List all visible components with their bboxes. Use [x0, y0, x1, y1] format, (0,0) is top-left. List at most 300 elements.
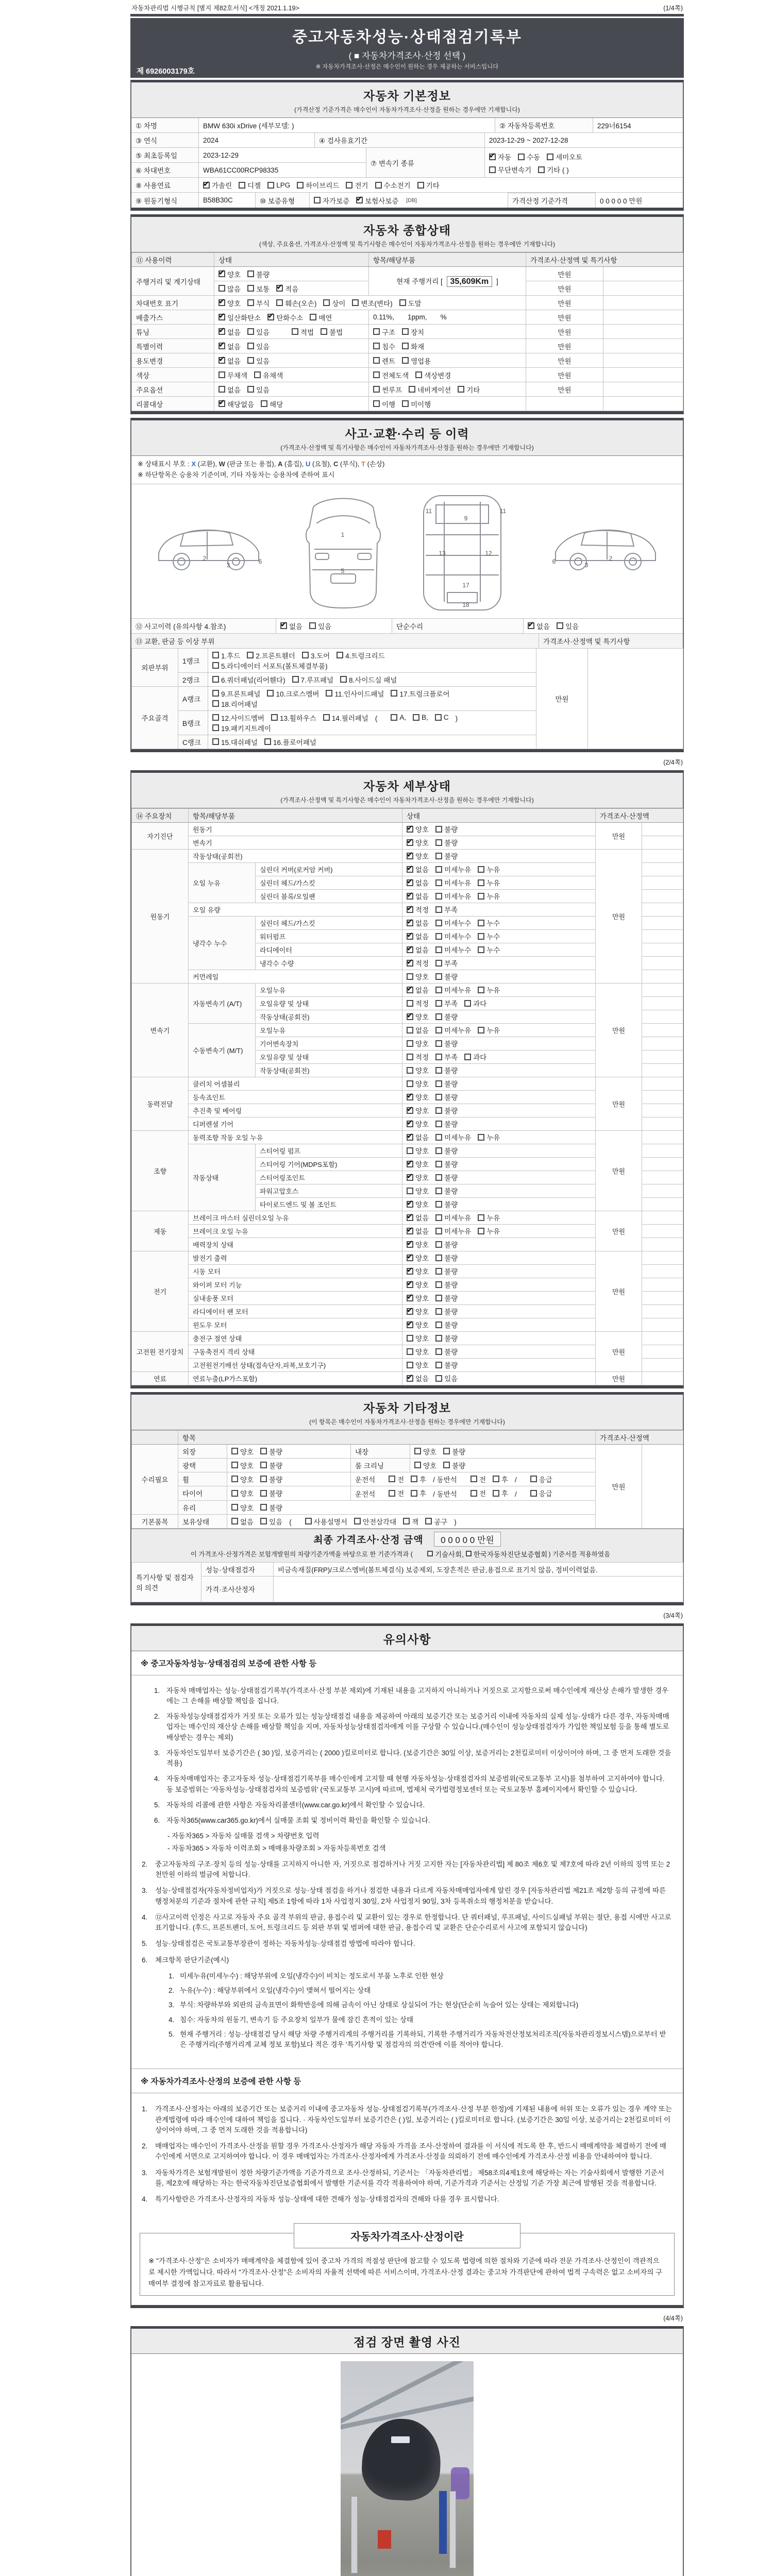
checkbox-option[interactable] — [470, 1474, 486, 1484]
checkbox-option[interactable] — [407, 1199, 429, 1209]
checkbox[interactable] — [435, 1281, 442, 1288]
checkbox-option[interactable] — [203, 180, 232, 190]
checkbox[interactable] — [219, 343, 225, 349]
checkbox-option[interactable] — [435, 1293, 458, 1303]
checkbox-option[interactable] — [407, 891, 429, 901]
checkbox[interactable] — [435, 1067, 442, 1074]
checkbox[interactable] — [435, 920, 442, 926]
checkbox-option[interactable] — [260, 1460, 282, 1470]
checkbox[interactable] — [530, 1476, 537, 1482]
checkbox[interactable] — [478, 879, 484, 886]
checkbox[interactable] — [323, 299, 330, 306]
checkbox-option[interactable] — [276, 283, 298, 294]
checkbox-option[interactable] — [435, 1025, 471, 1035]
checkbox-option[interactable] — [435, 1065, 458, 1075]
checkbox-option[interactable] — [435, 1360, 458, 1370]
checkbox[interactable] — [373, 400, 380, 407]
checkbox-option[interactable] — [407, 864, 429, 874]
checkbox-option[interactable] — [219, 269, 241, 279]
checkbox[interactable] — [354, 1518, 361, 1524]
checkbox[interactable] — [425, 1518, 432, 1524]
checkbox-option[interactable] — [435, 1078, 458, 1089]
checkbox[interactable] — [407, 1268, 413, 1275]
checkbox[interactable] — [435, 906, 442, 913]
checkbox[interactable] — [530, 1490, 537, 1497]
checkbox[interactable] — [478, 1134, 484, 1141]
checkbox-option[interactable] — [247, 650, 295, 660]
checkbox-option[interactable] — [407, 1078, 429, 1089]
checkbox-option[interactable] — [435, 1159, 458, 1169]
checkbox-option[interactable] — [407, 1293, 429, 1303]
checkbox[interactable] — [314, 197, 321, 204]
checkbox[interactable] — [337, 652, 343, 658]
checkbox[interactable] — [407, 1080, 413, 1087]
checkbox[interactable] — [402, 328, 409, 335]
checkbox-option[interactable] — [478, 931, 500, 941]
checkbox-option[interactable] — [557, 621, 579, 631]
checkbox[interactable] — [260, 1462, 267, 1468]
checkbox-option[interactable] — [247, 384, 270, 395]
checkbox[interactable] — [414, 1448, 421, 1454]
checkbox-option[interactable] — [478, 1132, 500, 1142]
checkbox[interactable] — [407, 839, 413, 846]
checkbox[interactable] — [407, 1308, 413, 1315]
checkbox-option[interactable] — [407, 1065, 429, 1075]
checkbox[interactable] — [402, 343, 409, 349]
checkbox[interactable] — [470, 1490, 477, 1497]
checkbox-option[interactable] — [346, 180, 368, 190]
checkbox-option[interactable] — [292, 674, 333, 685]
checkbox[interactable] — [373, 371, 380, 378]
checkbox-option[interactable] — [518, 151, 540, 162]
checkbox-option[interactable] — [219, 298, 241, 308]
checkbox[interactable] — [407, 1054, 413, 1060]
checkbox[interactable] — [212, 676, 219, 683]
checkbox[interactable] — [435, 1134, 442, 1141]
checkbox-option[interactable] — [466, 1549, 547, 1559]
checkbox-option[interactable] — [458, 384, 480, 395]
checkbox[interactable] — [435, 1107, 442, 1114]
checkbox-option[interactable] — [435, 1333, 458, 1343]
checkbox[interactable] — [407, 893, 413, 900]
checkbox-option[interactable] — [407, 1145, 429, 1156]
checkbox-option[interactable] — [407, 1212, 429, 1223]
checkbox-option[interactable] — [478, 1025, 500, 1035]
checkbox[interactable] — [435, 826, 442, 833]
checkbox-option[interactable] — [435, 1105, 458, 1115]
checkbox[interactable] — [411, 1476, 417, 1482]
checkbox-option[interactable] — [407, 1319, 429, 1330]
checkbox[interactable] — [528, 622, 534, 629]
checkbox[interactable] — [346, 182, 352, 189]
checkbox[interactable] — [399, 299, 406, 306]
checkbox[interactable] — [407, 866, 413, 873]
checkbox-option[interactable] — [407, 1333, 429, 1343]
checkbox[interactable] — [340, 676, 347, 683]
checkbox-option[interactable] — [407, 1038, 429, 1048]
checkbox[interactable] — [212, 690, 219, 697]
checkbox-option[interactable] — [435, 891, 471, 901]
checkbox-option[interactable] — [407, 931, 429, 941]
checkbox[interactable] — [435, 1201, 442, 1208]
checkbox-option[interactable] — [435, 1052, 458, 1062]
checkbox[interactable] — [478, 1214, 484, 1221]
checkbox-option[interactable] — [267, 688, 319, 699]
checkbox[interactable] — [402, 400, 409, 407]
checkbox-option[interactable] — [212, 737, 258, 747]
checkbox[interactable] — [373, 386, 380, 393]
checkbox-option[interactable] — [435, 998, 458, 1008]
checkbox[interactable] — [407, 1255, 413, 1261]
checkbox[interactable] — [260, 1476, 267, 1482]
checkbox[interactable] — [407, 1348, 413, 1355]
checkbox-option[interactable] — [375, 180, 411, 190]
checkbox-option[interactable] — [321, 327, 343, 337]
checkbox-option[interactable] — [435, 1011, 458, 1022]
checkbox[interactable] — [435, 1040, 442, 1047]
checkbox[interactable] — [407, 1107, 413, 1114]
checkbox-option[interactable] — [435, 1319, 458, 1330]
checkbox-option[interactable] — [292, 327, 314, 337]
checkbox[interactable] — [297, 182, 304, 189]
checkbox[interactable] — [407, 1295, 413, 1301]
checkbox[interactable] — [407, 1013, 413, 1020]
checkbox-option[interactable] — [435, 931, 471, 941]
checkbox-option[interactable] — [407, 1306, 429, 1316]
checkbox-option[interactable] — [407, 877, 429, 888]
checkbox[interactable] — [276, 285, 283, 292]
checkbox[interactable] — [260, 1448, 267, 1454]
checkbox[interactable] — [407, 1000, 413, 1007]
checkbox[interactable] — [435, 853, 442, 859]
checkbox-option[interactable] — [443, 1446, 465, 1456]
checkbox-option[interactable] — [399, 298, 422, 308]
checkbox[interactable] — [389, 1476, 395, 1482]
checkbox-option[interactable] — [231, 1460, 254, 1470]
checkbox-option[interactable] — [219, 327, 241, 337]
checkbox-option[interactable] — [407, 985, 429, 995]
checkbox[interactable] — [407, 946, 413, 953]
checkbox[interactable] — [414, 1462, 421, 1468]
checkbox[interactable] — [458, 386, 464, 393]
checkbox[interactable] — [247, 343, 254, 349]
checkbox-option[interactable] — [435, 1346, 458, 1357]
checkbox[interactable] — [493, 1476, 499, 1482]
checkbox[interactable] — [402, 357, 409, 364]
checkbox-option[interactable] — [254, 370, 283, 380]
checkbox[interactable] — [231, 1490, 238, 1497]
checkbox-option[interactable] — [538, 164, 569, 175]
checkbox[interactable] — [407, 1335, 413, 1342]
checkbox-option[interactable] — [267, 312, 303, 323]
checkbox[interactable] — [435, 1174, 442, 1181]
checkbox-option[interactable] — [435, 1373, 458, 1383]
checkbox[interactable] — [247, 299, 254, 306]
checkbox-option[interactable] — [407, 904, 429, 914]
checkbox-option[interactable] — [231, 1488, 254, 1498]
checkbox[interactable] — [212, 700, 219, 707]
checkbox[interactable] — [478, 987, 484, 993]
checkbox-option[interactable] — [373, 384, 402, 395]
checkbox[interactable] — [435, 987, 442, 993]
checkbox[interactable] — [427, 1551, 433, 1556]
checkbox-option[interactable] — [411, 1488, 426, 1498]
checkbox[interactable] — [407, 1362, 413, 1368]
checkbox-option[interactable] — [407, 971, 429, 981]
checkbox[interactable] — [411, 1490, 417, 1497]
checkbox-option[interactable] — [478, 985, 500, 995]
checkbox[interactable] — [326, 690, 332, 697]
checkbox-option[interactable] — [407, 1092, 429, 1102]
checkbox-option[interactable] — [435, 1252, 458, 1263]
checkbox[interactable] — [321, 328, 327, 335]
checkbox-option[interactable] — [435, 851, 458, 861]
checkbox[interactable] — [264, 738, 271, 745]
checkbox[interactable] — [435, 1054, 442, 1060]
checkbox[interactable] — [391, 714, 397, 721]
checkbox[interactable] — [435, 946, 442, 953]
checkbox[interactable] — [435, 879, 442, 886]
checkbox[interactable] — [478, 920, 484, 926]
checkbox[interactable] — [417, 182, 424, 189]
checkbox-option[interactable] — [493, 1488, 508, 1498]
checkbox[interactable] — [203, 182, 210, 189]
checkbox-option[interactable] — [427, 1549, 464, 1559]
checkbox-option[interactable] — [219, 399, 254, 409]
checkbox[interactable] — [435, 960, 442, 967]
checkbox-option[interactable] — [326, 688, 384, 699]
checkbox-option[interactable] — [247, 298, 270, 308]
checkbox-option[interactable] — [464, 1052, 486, 1062]
checkbox[interactable] — [260, 1490, 267, 1497]
checkbox-option[interactable] — [280, 621, 303, 631]
checkbox-option[interactable] — [305, 1516, 347, 1527]
checkbox-option[interactable] — [435, 1266, 458, 1276]
checkbox[interactable] — [292, 676, 299, 683]
checkbox-option[interactable] — [478, 1226, 500, 1236]
checkbox[interactable] — [407, 987, 413, 993]
checkbox-option[interactable] — [414, 1460, 436, 1470]
checkbox[interactable] — [267, 690, 274, 697]
checkbox[interactable] — [435, 893, 442, 900]
checkbox-option[interactable] — [219, 312, 261, 323]
checkbox[interactable] — [219, 314, 225, 320]
checkbox[interactable] — [310, 314, 316, 320]
checkbox-option[interactable] — [407, 824, 429, 834]
checkbox[interactable] — [464, 1054, 471, 1060]
checkbox[interactable] — [373, 357, 380, 364]
checkbox-option[interactable] — [403, 1516, 418, 1527]
checkbox-option[interactable] — [530, 1488, 552, 1498]
checkbox[interactable] — [464, 1000, 471, 1007]
checkbox[interactable] — [407, 1375, 413, 1382]
checkbox[interactable] — [493, 1490, 499, 1497]
checkbox-option[interactable] — [373, 399, 395, 409]
checkbox[interactable] — [219, 299, 225, 306]
checkbox[interactable] — [407, 1121, 413, 1127]
checkbox[interactable] — [219, 357, 225, 364]
checkbox[interactable] — [267, 314, 274, 320]
checkbox-option[interactable] — [407, 1132, 429, 1142]
checkbox-option[interactable] — [407, 1185, 429, 1196]
checkbox-option[interactable] — [356, 195, 398, 206]
checkbox[interactable] — [470, 1476, 477, 1482]
checkbox-option[interactable] — [478, 918, 500, 928]
checkbox[interactable] — [557, 622, 563, 629]
checkbox[interactable] — [435, 714, 442, 721]
checkbox-option[interactable] — [470, 1488, 486, 1498]
checkbox[interactable] — [407, 879, 413, 886]
checkbox-option[interactable] — [314, 195, 349, 206]
checkbox[interactable] — [407, 826, 413, 833]
checkbox-option[interactable] — [212, 699, 258, 709]
checkbox[interactable] — [407, 1161, 413, 1167]
checkbox-option[interactable] — [391, 688, 449, 699]
checkbox-option[interactable] — [231, 1446, 254, 1456]
checkbox-option[interactable] — [212, 660, 328, 671]
checkbox-option[interactable] — [435, 1145, 458, 1156]
checkbox[interactable] — [435, 866, 442, 873]
checkbox-option[interactable] — [407, 1360, 429, 1370]
checkbox-option[interactable] — [407, 1346, 429, 1357]
checkbox[interactable] — [323, 714, 330, 721]
checkbox[interactable] — [435, 1161, 442, 1167]
checkbox[interactable] — [280, 622, 287, 629]
checkbox-option[interactable] — [435, 971, 458, 981]
checkbox[interactable] — [435, 933, 442, 940]
checkbox-option[interactable] — [323, 713, 368, 723]
checkbox-option[interactable] — [212, 674, 285, 685]
checkbox[interactable] — [260, 1504, 267, 1511]
checkbox-option[interactable] — [389, 1474, 404, 1484]
checkbox[interactable] — [403, 1518, 410, 1524]
checkbox[interactable] — [373, 328, 380, 335]
checkbox[interactable] — [478, 946, 484, 953]
checkbox[interactable] — [407, 1281, 413, 1288]
checkbox[interactable] — [409, 386, 415, 393]
checkbox[interactable] — [435, 1321, 442, 1328]
checkbox-option[interactable] — [435, 944, 471, 955]
checkbox-option[interactable] — [239, 180, 261, 190]
checkbox-option[interactable] — [407, 1279, 429, 1290]
checkbox[interactable] — [212, 738, 219, 745]
checkbox[interactable] — [435, 1308, 442, 1315]
checkbox-option[interactable] — [547, 151, 582, 162]
checkbox[interactable] — [435, 1080, 442, 1087]
checkbox-option[interactable] — [389, 1488, 404, 1498]
checkbox[interactable] — [407, 1134, 413, 1141]
checkbox[interactable] — [435, 973, 442, 980]
checkbox[interactable] — [212, 724, 219, 731]
checkbox-option[interactable] — [231, 1502, 254, 1513]
checkbox[interactable] — [435, 1255, 442, 1261]
checkbox[interactable] — [407, 1241, 413, 1248]
checkbox[interactable] — [247, 357, 254, 364]
checkbox-option[interactable] — [271, 713, 316, 723]
checkbox[interactable] — [478, 1228, 484, 1234]
checkbox[interactable] — [212, 662, 219, 669]
checkbox[interactable] — [407, 853, 413, 859]
checkbox-option[interactable] — [407, 1052, 429, 1062]
checkbox-option[interactable] — [478, 891, 500, 901]
checkbox-option[interactable] — [489, 164, 531, 175]
checkbox[interactable] — [413, 714, 419, 721]
checkbox-option[interactable] — [340, 674, 397, 685]
checkbox[interactable] — [443, 1448, 450, 1454]
checkbox-option[interactable] — [297, 180, 339, 190]
checkbox-option[interactable] — [219, 341, 241, 351]
checkbox-option[interactable] — [219, 283, 241, 294]
checkbox-option[interactable] — [310, 312, 332, 323]
checkbox[interactable] — [389, 1490, 395, 1497]
checkbox-option[interactable] — [407, 1266, 429, 1276]
checkbox-option[interactable] — [528, 621, 550, 631]
checkbox[interactable] — [407, 920, 413, 926]
checkbox-option[interactable] — [260, 1516, 282, 1527]
checkbox[interactable] — [247, 652, 254, 658]
checkbox[interactable] — [239, 182, 245, 189]
checkbox-option[interactable] — [212, 723, 271, 733]
checkbox-option[interactable] — [219, 355, 241, 366]
checkbox[interactable] — [247, 328, 254, 335]
checkbox[interactable] — [407, 1147, 413, 1154]
checkbox[interactable] — [231, 1448, 238, 1454]
checkbox[interactable] — [212, 714, 219, 721]
checkbox-option[interactable] — [407, 998, 429, 1008]
checkbox-option[interactable] — [435, 1212, 471, 1223]
checkbox[interactable] — [407, 1040, 413, 1047]
checkbox-option[interactable] — [407, 1252, 429, 1263]
checkbox[interactable] — [261, 400, 267, 407]
checkbox-option[interactable] — [407, 1025, 429, 1035]
checkbox-option[interactable] — [247, 283, 270, 294]
checkbox[interactable] — [478, 933, 484, 940]
checkbox-option[interactable] — [402, 341, 424, 351]
checkbox-option[interactable] — [373, 327, 395, 337]
checkbox[interactable] — [407, 1214, 413, 1221]
checkbox[interactable] — [219, 270, 225, 277]
checkbox-option[interactable] — [435, 837, 458, 848]
checkbox-option[interactable] — [417, 180, 440, 190]
checkbox-option[interactable] — [414, 1446, 436, 1456]
checkbox[interactable] — [435, 1362, 442, 1368]
checkbox-option[interactable] — [276, 298, 316, 308]
checkbox[interactable] — [407, 906, 413, 913]
checkbox[interactable] — [435, 1295, 442, 1301]
checkbox[interactable] — [435, 1013, 442, 1020]
checkbox-option[interactable] — [435, 985, 471, 995]
checkbox[interactable] — [478, 866, 484, 873]
checkbox[interactable] — [435, 1214, 442, 1221]
checkbox[interactable] — [375, 182, 382, 189]
checkbox-option[interactable] — [352, 298, 392, 308]
checkbox[interactable] — [407, 1067, 413, 1074]
checkbox[interactable] — [276, 299, 283, 306]
checkbox[interactable] — [212, 652, 219, 658]
checkbox-option[interactable] — [435, 1199, 458, 1209]
checkbox-option[interactable] — [493, 1474, 508, 1484]
checkbox-option[interactable] — [443, 1460, 465, 1470]
checkbox-option[interactable] — [231, 1474, 254, 1484]
checkbox-option[interactable] — [407, 1159, 429, 1169]
checkbox[interactable] — [435, 1268, 442, 1275]
checkbox[interactable] — [407, 1174, 413, 1181]
checkbox-option[interactable] — [435, 1172, 458, 1182]
checkbox-option[interactable] — [260, 1446, 282, 1456]
checkbox[interactable] — [247, 270, 254, 277]
checkbox[interactable] — [247, 386, 254, 393]
checkbox[interactable] — [547, 154, 553, 160]
